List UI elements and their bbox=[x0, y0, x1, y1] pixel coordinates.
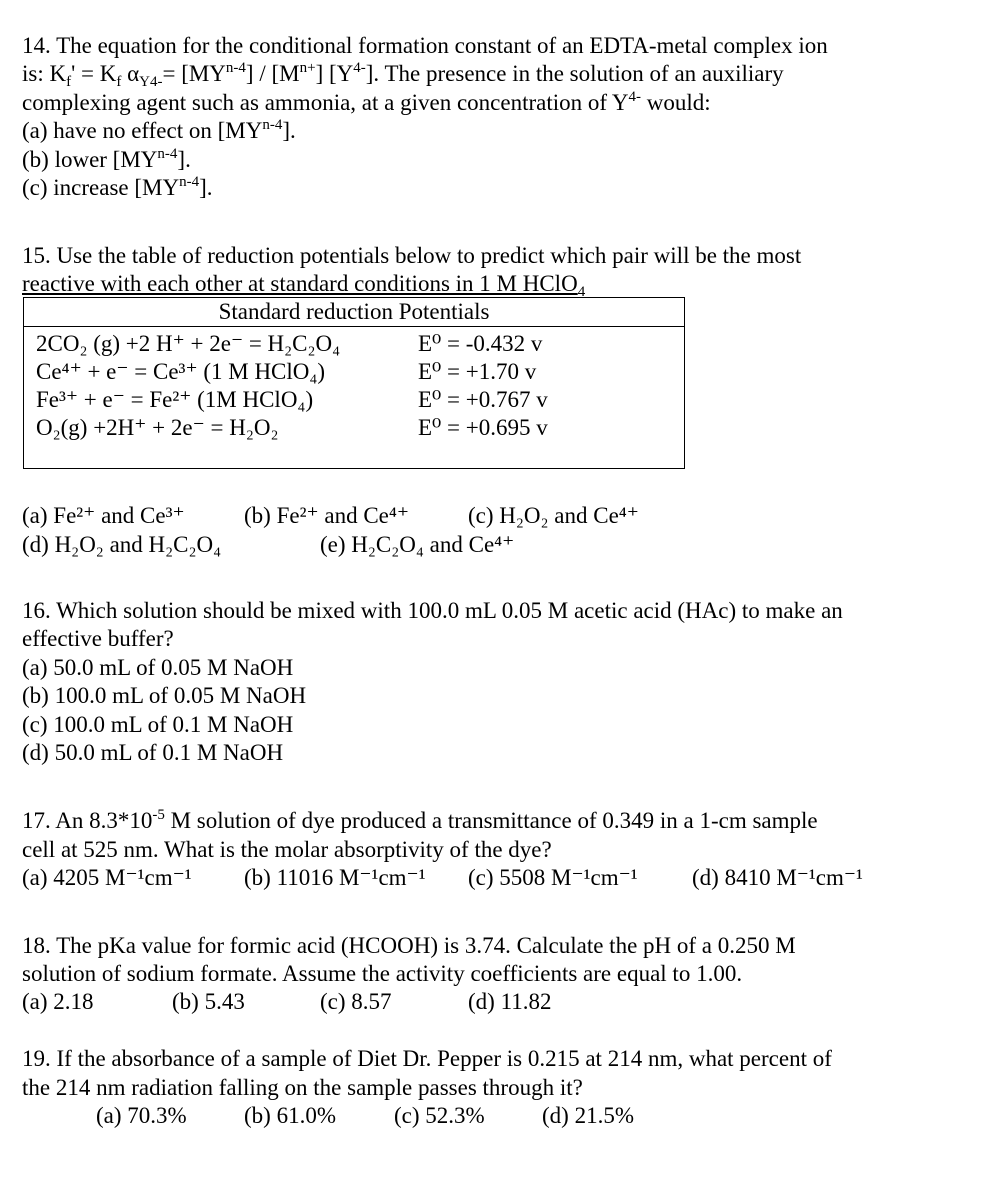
table-row-equation: O₂(g) +2H⁺ + 2e⁻ = H₂O₂ bbox=[36, 415, 279, 440]
q15-line-2: reactive with each other at standard conditions in 1 M HClO$_4$ bbox=[22, 271, 586, 300]
q16-line-2: effective buffer? bbox=[22, 626, 174, 651]
q17-line-2: cell at 525 nm. What is the molar absorptivity of the dye? bbox=[22, 837, 552, 862]
q17-line-1: 17. An $8.3*10^{-5}$ M solution of dye produced a transmittance of 0.349 in a 1-cm sample bbox=[22, 807, 818, 833]
q15-line-1: 15. Use the table of reduction potentials below to predict which pair will be the most bbox=[22, 243, 802, 268]
q17-option-d: (d) 8410 M⁻¹cm⁻¹ bbox=[692, 865, 863, 890]
q17-option-a: (a) 4205 M⁻¹cm⁻¹ bbox=[22, 865, 192, 890]
q16-option-d: (d) 50.0 mL of 0.1 M NaOH bbox=[22, 740, 284, 765]
table-row-equation: Fe³⁺ + e⁻ = Fe²⁺ (1M HClO₄) bbox=[36, 387, 314, 412]
q18-option-c: (c) 8.57 bbox=[320, 989, 392, 1014]
q17-option-c: (c) 5508 M⁻¹cm⁻¹ bbox=[468, 865, 638, 890]
q15-option-e: (e) H₂C₂O₄ and Ce⁴⁺ bbox=[320, 532, 515, 557]
q16-line-1: 16. Which solution should be mixed with 100.0 mL 0.05 M acetic acid (HAc) to make an bbox=[22, 598, 843, 623]
q18-option-a: (a) 2.18 bbox=[22, 989, 94, 1014]
q16-option-b: (b) 100.0 mL of 0.05 M NaOH bbox=[22, 683, 307, 708]
table-row-potential: E⁰ = +1.70 v bbox=[418, 359, 537, 384]
q15-option-c: (c) H₂O₂ and Ce⁴⁺ bbox=[468, 503, 639, 528]
table-row-potential: E⁰ = +0.767 v bbox=[418, 387, 548, 412]
q19-option-d: (d) 21.5% bbox=[542, 1103, 634, 1128]
table-title: Standard reduction Potentials bbox=[24, 298, 684, 327]
q14-option-b: (b) lower [MY$^{n-4}$]. bbox=[22, 146, 191, 172]
q17-option-b: (b) 11016 M⁻¹cm⁻¹ bbox=[244, 865, 426, 890]
q18-option-b: (b) 5.43 bbox=[172, 989, 245, 1014]
table-row-potential: E⁰ = +0.695 v bbox=[418, 415, 548, 440]
q14-line-3: complexing agent such as ammonia, at a given concentration of $Y^{4-}$ would: bbox=[22, 89, 711, 115]
q18-option-d: (d) 11.82 bbox=[468, 989, 552, 1014]
q15-option-b: (b) Fe²⁺ and Ce⁴⁺ bbox=[244, 503, 410, 528]
q14-option-a: (a) have no effect on [MY$^{n-4}$]. bbox=[22, 117, 296, 143]
table-row-equation: Ce⁴⁺ + e⁻ = Ce³⁺ (1 M HClO₄) bbox=[36, 359, 326, 384]
q16-option-c: (c) 100.0 mL of 0.1 M NaOH bbox=[22, 712, 294, 737]
q14-line-2: is: $K_f' = K_f$ $\alpha_{Y4-}= [MY^{n-4}] / [M^{n+}]$ $[Y^{4-}]$. The presence in the solution of an auxiliary bbox=[22, 60, 784, 90]
q19-line-2: the 214 nm radiation falling on the sample passes through it? bbox=[22, 1075, 583, 1100]
q18-line-1: 18. The pKa value for formic acid (HCOOH) is 3.74. Calculate the pH of a 0.250 M bbox=[22, 933, 796, 958]
q15-option-d: (d) H₂O₂ and H₂C₂O₄ bbox=[22, 532, 222, 557]
q16-option-a: (a) 50.0 mL of 0.05 M NaOH bbox=[22, 655, 294, 680]
reduction-potentials-table bbox=[23, 297, 685, 469]
q14-line-1: 14. The equation for the conditional formation constant of an EDTA-metal complex ion bbox=[22, 33, 828, 58]
q14-option-c: (c) increase [MY$^{n-4}$]. bbox=[22, 174, 213, 200]
q18-line-2: solution of sodium formate. Assume the activity coefficients are equal to 1.00. bbox=[22, 961, 743, 986]
q19-option-a: (a) 70.3% bbox=[96, 1103, 187, 1128]
q19-option-c: (c) 52.3% bbox=[394, 1103, 485, 1128]
q19-line-1: 19. If the absorbance of a sample of Diet Dr. Pepper is 0.215 at 214 nm, what percent of bbox=[22, 1046, 832, 1071]
q19-option-b: (b) 61.0% bbox=[244, 1103, 336, 1128]
q15-option-a: (a) Fe²⁺ and Ce³⁺ bbox=[22, 503, 185, 528]
table-row-equation: 2CO₂ (g) +2 H⁺ + 2e⁻ = H₂C₂O₄ bbox=[36, 331, 341, 356]
table-row-potential: E⁰ = -0.432 v bbox=[418, 331, 543, 356]
